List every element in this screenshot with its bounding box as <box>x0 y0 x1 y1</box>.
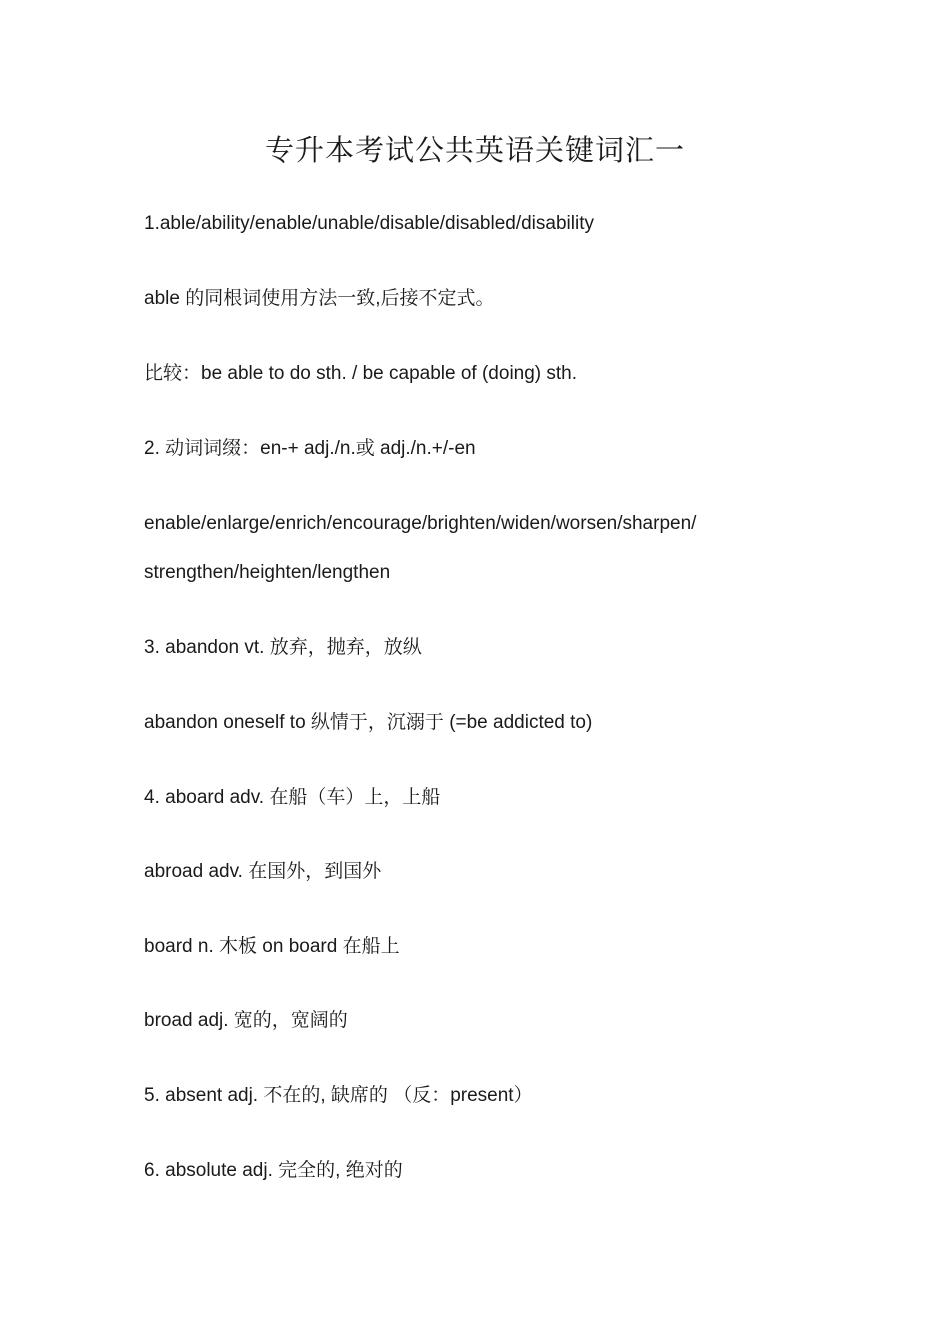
text-line-able-family: 1.able/ability/enable/unable/disable/disabled/disability <box>144 213 594 234</box>
text-line-abandon-oneself: abandon oneself to 纵情于，沉溺于 (=be addicted to) <box>144 712 593 733</box>
text-line-abroad: abroad adv. 在国外，到国外 <box>144 861 382 882</box>
document-title: 专升本考试公共英语关键词汇一 <box>264 133 685 167</box>
text-line-absent: 5. absent adj. 不在的, 缺席的 （反：present） <box>144 1085 533 1106</box>
text-line-broad: broad adj. 宽的，宽阔的 <box>144 1010 348 1031</box>
text-line-board: board n. 木板 on board 在船上 <box>144 936 400 957</box>
text-line-aboard: 4. aboard adv. 在船（车）上，上船 <box>144 787 441 808</box>
text-line-affix-examples-2: strengthen/heighten/lengthen <box>144 562 391 583</box>
text-line-abandon: 3. abandon vt. 放弃，抛弃，放纵 <box>144 637 422 658</box>
text-line-able-usage: able 的同根词使用方法一致,后接不定式。 <box>144 288 495 309</box>
text-line-verb-affix: 2. 动词词缀：en-+ adj./n.或 adj./n.+/-en <box>144 438 476 459</box>
text-line-able-compare: 比较：be able to do sth. / be capable of (doing) sth. <box>144 363 578 384</box>
text-line-absolute: 6. absolute adj. 完全的, 绝对的 <box>144 1160 403 1181</box>
text-line-affix-examples-1: enable/enlarge/enrich/encourage/brighten/widen/worsen/sharpen/ <box>144 513 697 534</box>
